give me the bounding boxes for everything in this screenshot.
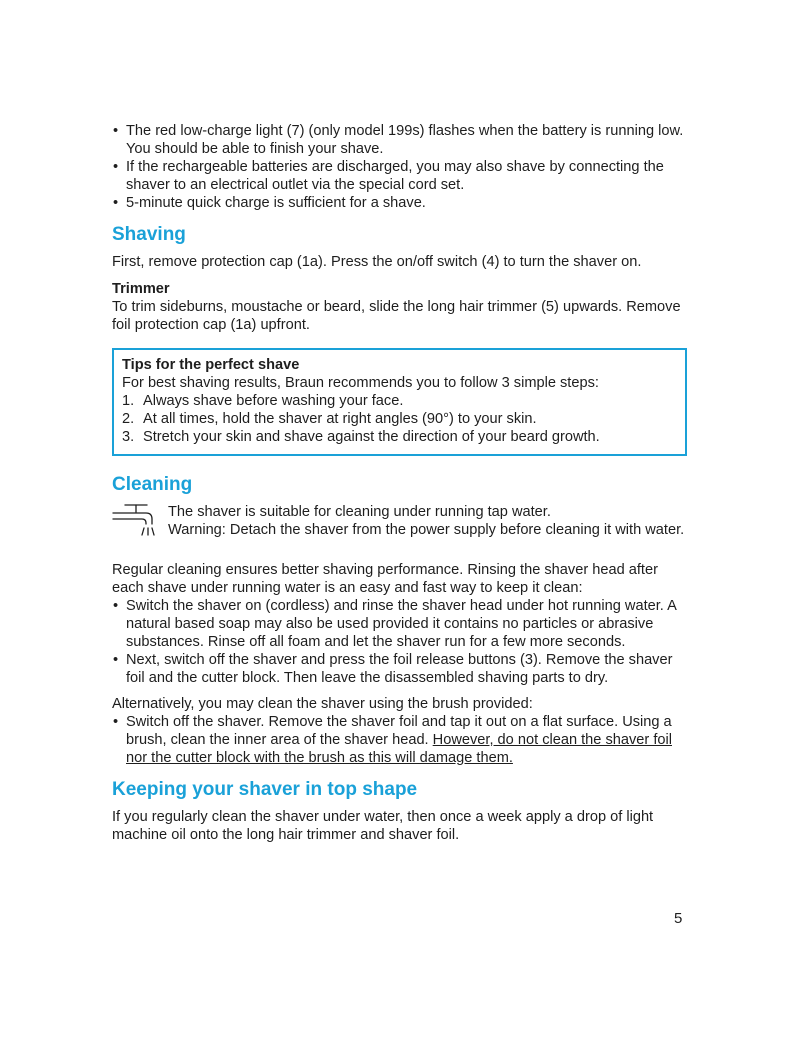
brush-intro: Alternatively, you may clean the shaver using the brush provided: bbox=[112, 696, 533, 712]
list-item: • If the rechargeable batteries are discharged, you may also shave by connecting the shaver to an electrical outlet via the special cord set. bbox=[112, 158, 687, 194]
list-item: • Next, switch off the shaver and press the foil release buttons (3). Remove the shaver foil and the cutter block. Then leave the disassembled shaving parts to dry. bbox=[112, 651, 687, 687]
step-text: Always shave before washing your face. bbox=[143, 393, 404, 409]
brush-instructions: Switch off the shaver. Remove the shaver foil and tap it out on a flat surface. Using a brush, clean the inner area of the shaver head. bbox=[126, 714, 672, 748]
trimmer-paragraph: To trim sideburns, moustache or beard, slide the long hair trimmer (5) upwards. Remove foil protection cap (1a) upfront. bbox=[112, 299, 681, 333]
shaving-heading: Shaving bbox=[112, 224, 186, 245]
running-tap-water-icon bbox=[112, 503, 168, 552]
list-item: • 5-minute quick charge is sufficient for a shave. bbox=[112, 194, 687, 212]
tips-box bbox=[112, 348, 687, 456]
list-item bbox=[122, 428, 675, 446]
step-number: 3. bbox=[122, 429, 135, 445]
tips-title: Tips for the perfect shave bbox=[122, 357, 300, 373]
tap-water-note bbox=[112, 503, 687, 552]
keeping-heading: Keeping your shaver in top shape bbox=[112, 779, 418, 800]
step-text: Stretch your skin and shave against the direction of your beard growth. bbox=[143, 429, 600, 445]
brush-warning-underlined: However, do not clean the shaver foil nor the cutter block with the brush as this will damage them. bbox=[126, 732, 672, 766]
cleaning-intro: Regular cleaning ensures better shaving performance. Rinsing the shaver head after each shave under running water is an easy and fast way to keep it clean: bbox=[112, 562, 658, 596]
step-number: 1. bbox=[122, 393, 135, 409]
list-item bbox=[112, 713, 687, 767]
tips-intro: For best shaving results, Braun recommends you to follow 3 simple steps: bbox=[122, 375, 599, 391]
tap-suitability-text: The shaver is suitable for cleaning under running tap water. bbox=[168, 504, 551, 520]
list-item: • The red low-charge light (7) (only model 199s) flashes when the battery is running low. You should be able to finish your shave. bbox=[112, 122, 687, 158]
intro-bullet-list bbox=[112, 122, 687, 212]
cleaning-heading: Cleaning bbox=[112, 474, 193, 495]
tap-warning-text: Warning: Detach the shaver from the power supply before cleaning it with water. bbox=[168, 522, 685, 538]
keeping-paragraph: If you regularly clean the shaver under water, then once a week apply a drop of light machine oil onto the long hair trimmer and shaver foil. bbox=[112, 809, 654, 843]
page-number: 5 bbox=[674, 910, 683, 927]
list-item bbox=[122, 410, 675, 428]
tap-water-text bbox=[168, 503, 687, 552]
shaving-paragraph: First, remove protection cap (1a). Press the on/off switch (4) to turn the shaver on. bbox=[112, 254, 642, 270]
step-number: 2. bbox=[122, 411, 135, 427]
brush-bullet-list bbox=[112, 713, 687, 767]
list-item bbox=[122, 392, 675, 410]
cleaning-bullet-list bbox=[112, 597, 687, 687]
tips-step-list bbox=[122, 392, 675, 446]
manual-page bbox=[112, 122, 687, 844]
step-text: At all times, hold the shaver at right angles (90°) to your skin. bbox=[143, 411, 537, 427]
list-item: • Switch the shaver on (cordless) and rinse the shaver head under hot running water. A natural based soap may also be used provided it contains no particles or abrasive substances. Rinse off all foam and let the shaver run for a few more seconds. bbox=[112, 597, 687, 651]
trimmer-subheading: Trimmer bbox=[112, 281, 170, 297]
